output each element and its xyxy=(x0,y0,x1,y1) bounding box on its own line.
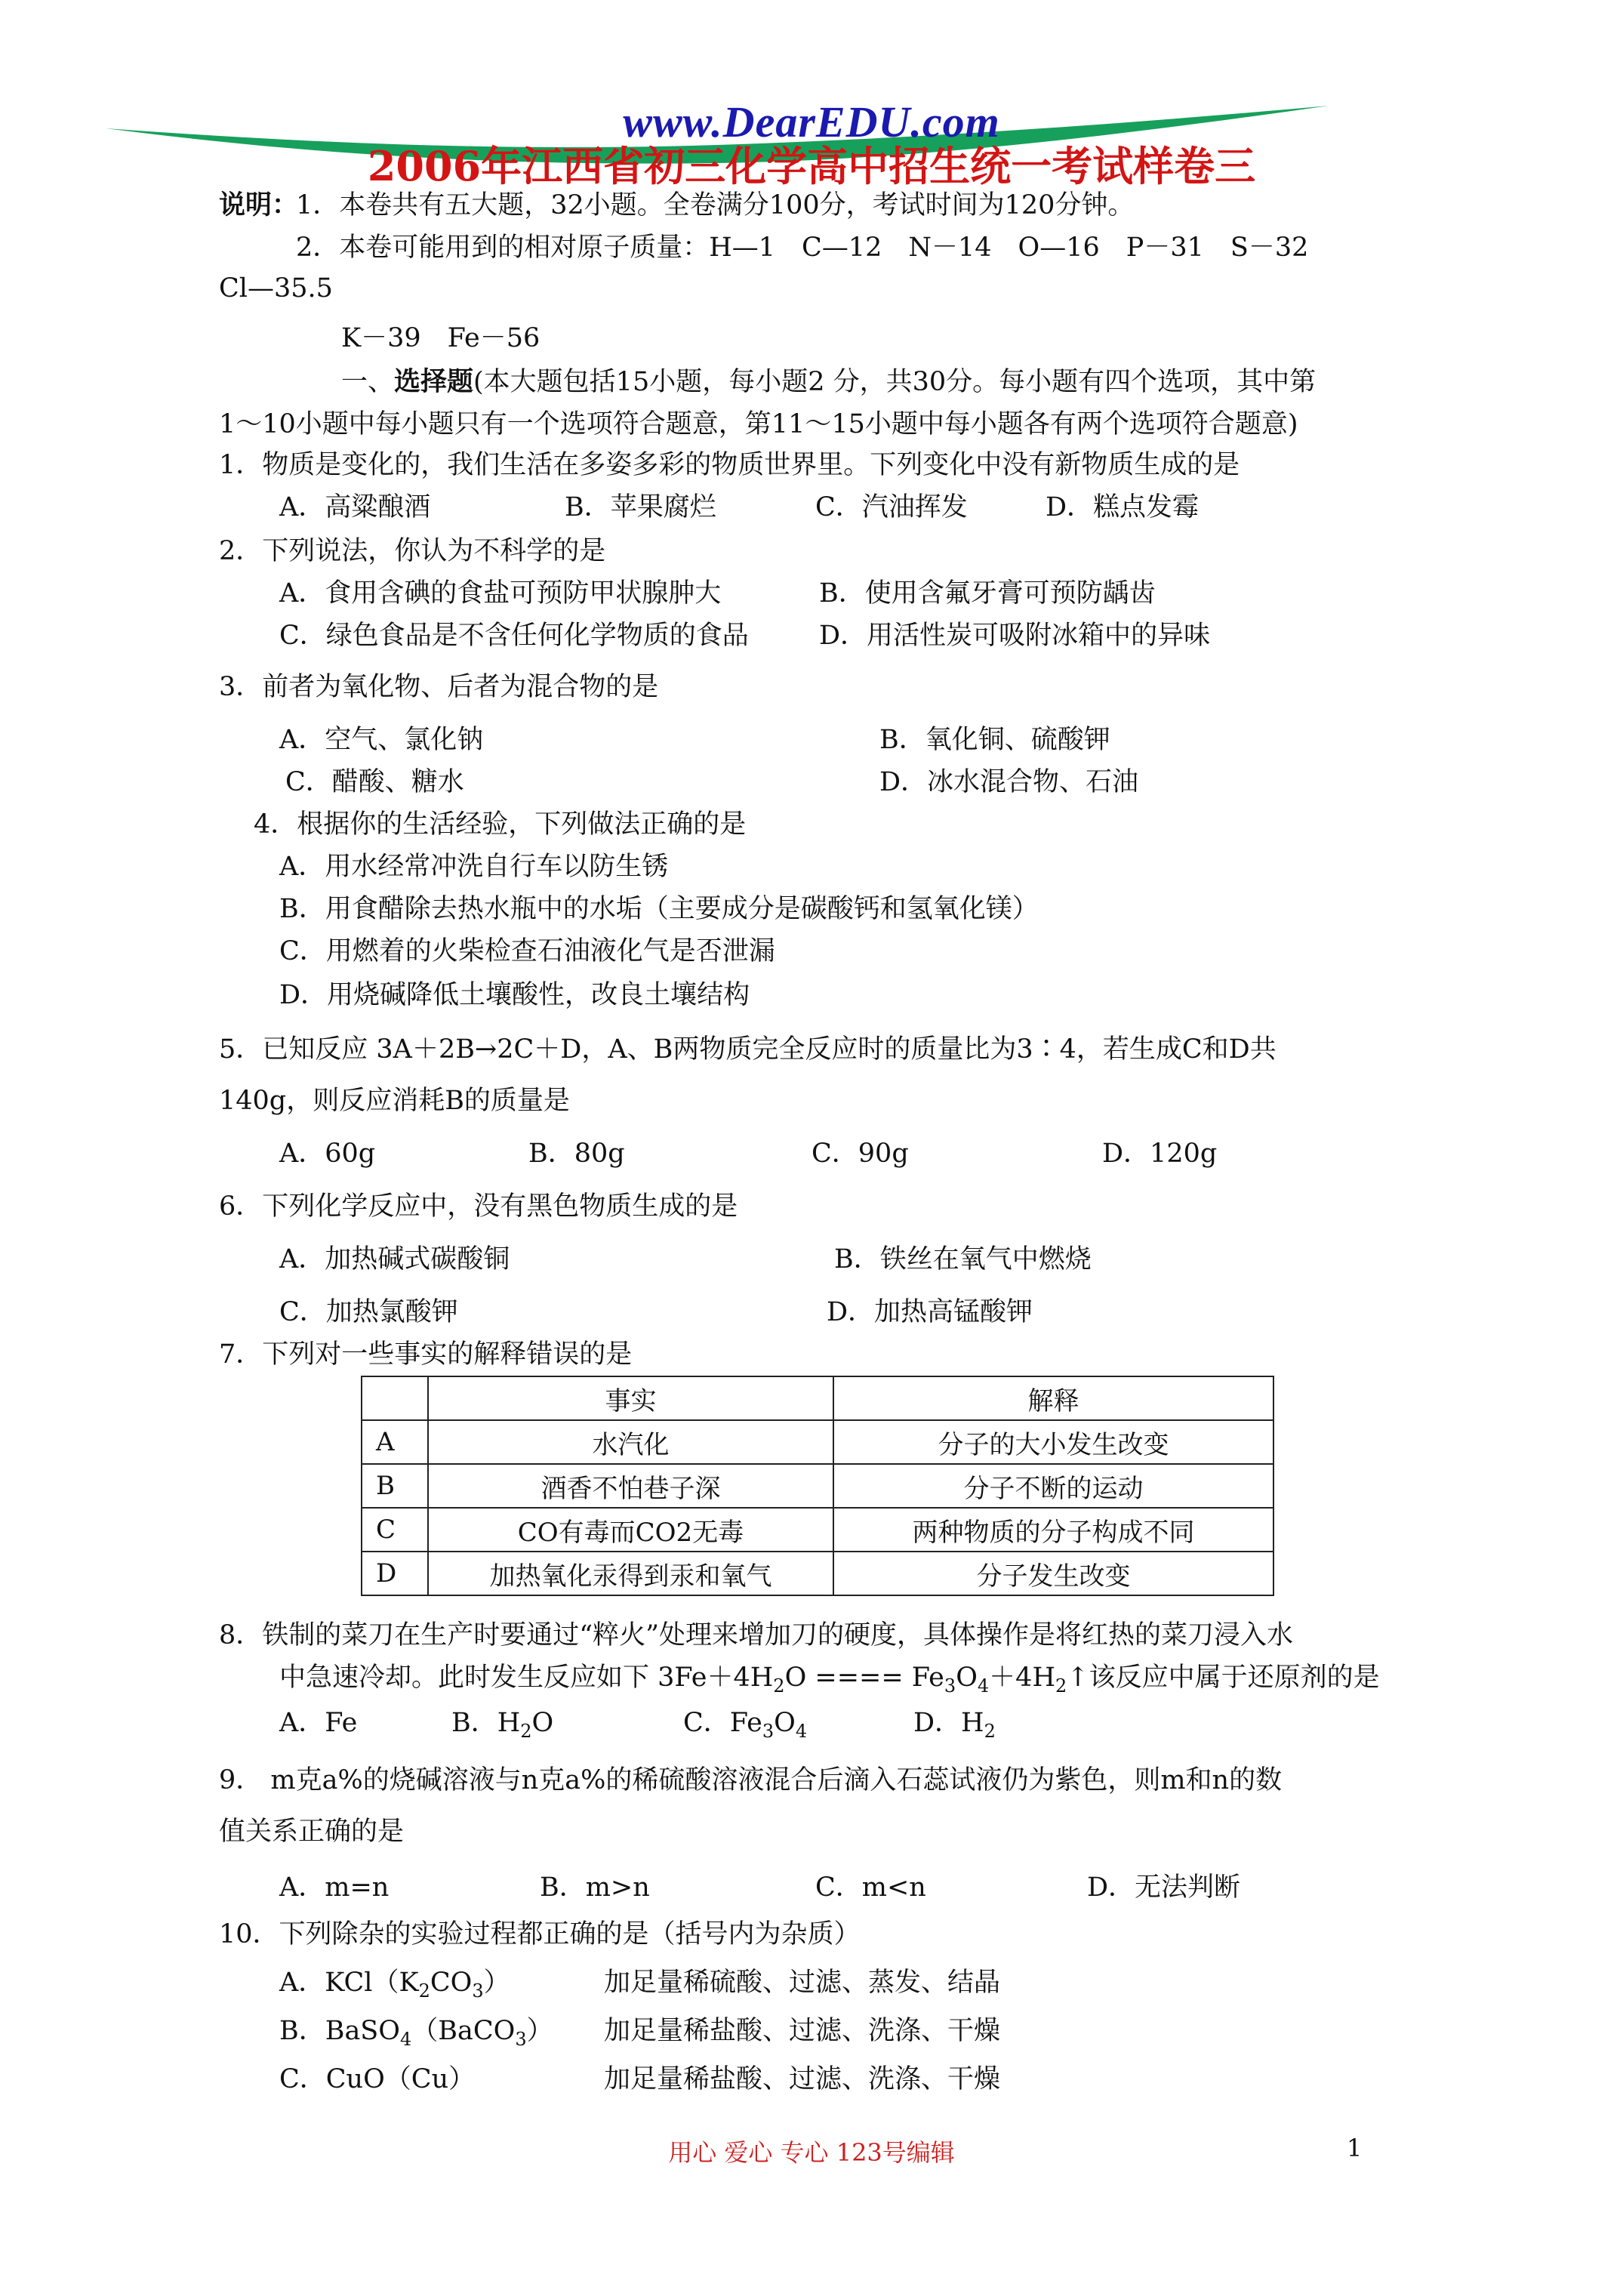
q8-text: 中急速冷却。此时发生反应如下 3Fe＋4H xyxy=(279,1663,774,1693)
q10-text: B．BaSO xyxy=(279,2016,400,2046)
q8-text: O xyxy=(774,1708,796,1738)
q8-text: O xyxy=(531,1708,554,1738)
section-title: 选择题 xyxy=(394,366,474,397)
q6-stem: 6．下列化学反应中，没有黑色物质生成的是 xyxy=(219,1191,738,1222)
q10-option-c-method: 加足量稀盐酸、过滤、洗涤、干燥 xyxy=(604,2064,1001,2094)
site-name: www.DearEDU.com xyxy=(623,97,1000,146)
table-header-row xyxy=(362,1376,1273,1420)
q8-option-b xyxy=(451,1706,553,1748)
q8-option-c xyxy=(683,1706,807,1748)
exam-title: 2006年江西省初三化学高中招生统一考试样卷三 xyxy=(367,142,1256,190)
q1-option-b: B．苹果腐烂 xyxy=(565,492,716,522)
q9-option-b: B．m>n xyxy=(540,1872,650,1903)
q6-option-d: D．加热高锰酸钾 xyxy=(827,1297,1033,1327)
q10-option-b-method: 加足量稀盐酸、过滤、洗涤、干燥 xyxy=(604,2016,1001,2046)
table-cell: D xyxy=(362,1552,428,1595)
table-cell: 两种物质的分子构成不同 xyxy=(833,1508,1273,1552)
q8-text: O ==== Fe xyxy=(784,1663,944,1693)
q6-option-b: B．铁丝在氧气中燃烧 xyxy=(834,1244,1092,1274)
q10-text: CO xyxy=(430,1968,473,1998)
q3-option-d: D．冰水混合物、石油 xyxy=(879,767,1139,797)
table-row xyxy=(362,1508,1273,1552)
table-row xyxy=(362,1552,1273,1595)
table-row xyxy=(362,1464,1273,1508)
subscript: 4 xyxy=(795,1721,808,1742)
intro-line-2: 2．本卷可能用到的相对原子质量：H—1 C—12 N－14 O—16 P－31 S－32 xyxy=(296,233,1309,263)
q8-stem-line-2 xyxy=(279,1661,1380,1703)
table-cell: 分子发生改变 xyxy=(833,1552,1273,1595)
q8-text: O xyxy=(956,1663,978,1693)
table-cell: 水汽化 xyxy=(428,1420,833,1464)
q5-stem-line-2: 140g，则反应消耗B的质量是 xyxy=(219,1086,570,1116)
q8-option-a: A．Fe xyxy=(279,1708,358,1738)
q10-text: （BaCO xyxy=(411,2016,516,2046)
table-cell: 分子的大小发生改变 xyxy=(833,1420,1273,1464)
q7-table xyxy=(361,1376,1274,1596)
q7-stem: 7．下列对一些事实的解释错误的是 xyxy=(219,1339,633,1370)
q10-option-c: C．CuO（Cu） xyxy=(279,2064,476,2094)
q4-option-d: D．用烧碱降低土壤酸性，改良土壤结构 xyxy=(279,980,750,1010)
q3-option-b: B．氧化铜、硫酸钾 xyxy=(879,725,1110,755)
q5-option-c: C．90g xyxy=(812,1139,909,1169)
q5-option-d: D．120g xyxy=(1102,1139,1218,1169)
q4-option-c: C．用燃着的火柴检查石油液化气是否泄漏 xyxy=(279,936,775,966)
subscript: 2 xyxy=(984,1721,996,1742)
q8-stem-line-1: 8．铁制的菜刀在生产时要通过“粹火”处理来增加刀的硬度，具体操作是将红热的菜刀浸入水 xyxy=(219,1620,1294,1650)
q10-text: ） xyxy=(483,1968,510,1998)
table-row xyxy=(362,1420,1273,1464)
q9-stem-line-2: 值关系正确的是 xyxy=(219,1817,405,1847)
section-desc: (本大题包括15小题，每小题2 分，共30分。每小题有四个选项，其中第 xyxy=(473,367,1317,397)
section-number: 一、 xyxy=(341,367,395,397)
q9-option-c: C．m<n xyxy=(815,1872,926,1903)
subscript: 2 xyxy=(418,1980,430,2002)
subscript: 3 xyxy=(515,2029,527,2050)
section-heading xyxy=(341,365,1316,399)
table-cell: A xyxy=(362,1420,428,1464)
table-header: 解释 xyxy=(833,1376,1273,1420)
section-desc-line-2: 1～10小题中每小题只有一个选项符合题意，第11～15小题中每小题各有两个选项符合题意) xyxy=(219,409,1298,439)
q5-option-a: A．60g xyxy=(279,1139,376,1169)
table-cell: CO有毒而CO2无毒 xyxy=(428,1508,833,1552)
table-cell xyxy=(362,1376,428,1420)
q4-option-b: B．用食醋除去热水瓶中的水垢（主要成分是碳酸钙和氢氧化镁） xyxy=(279,894,1039,924)
q1-option-a: A．高粱酿酒 xyxy=(279,492,431,522)
table-header: 事实 xyxy=(428,1376,833,1420)
q3-option-a: A．空气、氯化钠 xyxy=(279,725,484,755)
q10-option-b xyxy=(279,2014,553,2056)
q8-text: C．Fe xyxy=(683,1708,762,1738)
subscript: 2 xyxy=(520,1721,532,1742)
q2-stem: 2．下列说法，你认为不科学的是 xyxy=(219,536,606,566)
table-cell: 加热氧化汞得到汞和氧气 xyxy=(428,1552,833,1595)
q2-option-b: B．使用含氟牙膏可预防龋齿 xyxy=(819,578,1156,609)
q3-option-c: C．醋酸、糖水 xyxy=(285,767,464,797)
q2-option-a: A．食用含碘的食盐可预防甲状腺肿大 xyxy=(279,578,722,609)
q4-stem: 4．根据你的生活经验，下列做法正确的是 xyxy=(254,809,747,840)
intro-line-1: 1．本卷共有五大题，32小题。全卷满分100分，考试时间为120分钟。 xyxy=(296,190,1135,220)
q2-option-c: C．绿色食品是不含任何化学物质的食品 xyxy=(279,621,749,651)
subscript: 2 xyxy=(773,1675,785,1697)
q2-option-d: D．用活性炭可吸附冰箱中的异味 xyxy=(819,621,1211,651)
q4-option-a: A．用水经常冲洗自行车以防生锈 xyxy=(279,852,669,882)
table-cell: B xyxy=(362,1464,428,1508)
page-number: 1 xyxy=(1347,2134,1363,2162)
table-cell: 分子不断的运动 xyxy=(833,1464,1273,1508)
q10-text: ） xyxy=(526,2016,553,2046)
subscript: 2 xyxy=(1055,1675,1067,1697)
q3-stem: 3．前者为氧化物、后者为混合物的是 xyxy=(219,672,659,702)
subscript: 4 xyxy=(977,1675,990,1697)
subscript: 3 xyxy=(944,1675,956,1697)
page-footer: 用心 爱心 专心 123号编辑 xyxy=(668,2138,955,2167)
q6-option-a: A．加热碱式碳酸铜 xyxy=(279,1244,510,1274)
q9-option-a: A．m=n xyxy=(279,1872,390,1903)
table-cell: C xyxy=(362,1508,428,1552)
q1-option-d: D．糕点发霉 xyxy=(1046,492,1200,522)
subscript: 3 xyxy=(472,1980,484,2002)
intro-label: 说明： xyxy=(219,190,299,220)
q5-option-b: B．80g xyxy=(528,1139,625,1169)
q6-option-c: C．加热氯酸钾 xyxy=(279,1297,458,1327)
subscript: 4 xyxy=(399,2029,412,2050)
intro-line-4: K－39 Fe－56 xyxy=(341,323,540,353)
q10-stem: 10．下列除杂的实验过程都正确的是（括号内为杂质） xyxy=(219,1919,861,1949)
q10-option-a-method: 加足量稀硫酸、过滤、蒸发、结晶 xyxy=(604,1968,1001,1998)
intro-line-3: Cl—35.5 xyxy=(219,273,333,304)
q5-stem-line-1: 5．已知反应 3A＋2B→2C＋D，A、B两物质完全反应时的质量比为3∶4，若生成C和D共 xyxy=(219,1034,1277,1065)
q9-stem-line-1: 9． m克a%的烧碱溶液与n克a%的稀硫酸溶液混合后滴入石蕊试液仍为紫色，则m和n的数 xyxy=(219,1765,1283,1795)
q10-option-a xyxy=(279,1966,510,2008)
q9-option-d: D．无法判断 xyxy=(1087,1872,1241,1903)
q10-text: A．KCl（K xyxy=(279,1968,419,1998)
q8-text: ↑该反应中属于还原剂的是 xyxy=(1067,1663,1380,1693)
q8-option-d xyxy=(913,1706,996,1748)
subscript: 3 xyxy=(762,1721,775,1742)
table-cell: 酒香不怕巷子深 xyxy=(428,1464,833,1508)
q1-option-c: C．汽油挥发 xyxy=(815,492,968,522)
q1-stem: 1．物质是变化的，我们生活在多姿多彩的物质世界里。下列变化中没有新物质生成的是 xyxy=(219,450,1240,480)
q8-text: ＋4H xyxy=(989,1663,1055,1693)
q8-text: D．H xyxy=(913,1708,984,1738)
q8-text: B．H xyxy=(451,1708,521,1738)
